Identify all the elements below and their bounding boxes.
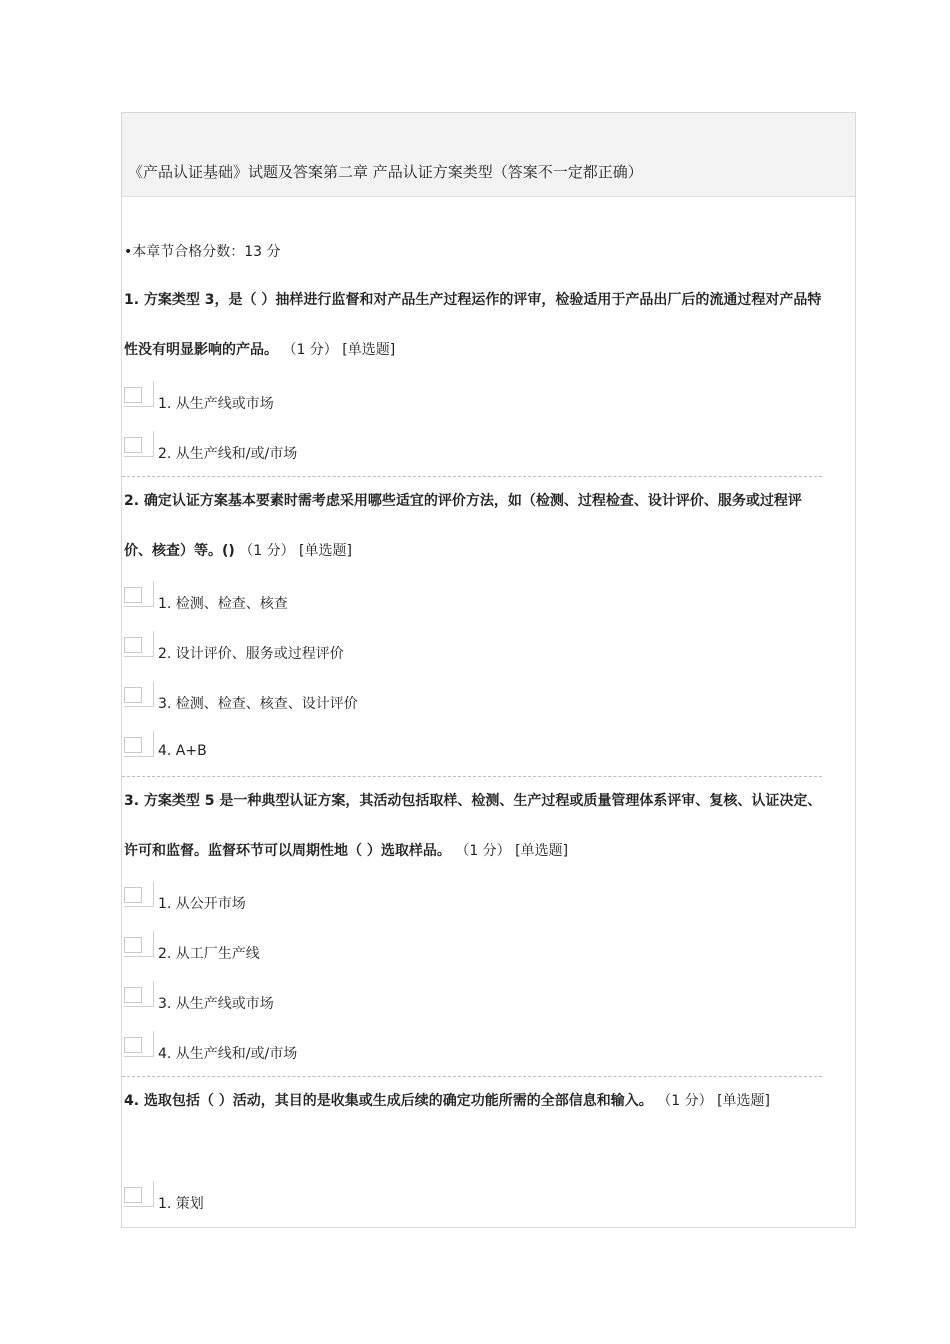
option-checkbox[interactable] xyxy=(124,1181,154,1207)
question-2 xyxy=(124,476,824,576)
option-3-4[interactable] xyxy=(124,1031,844,1061)
question-meta: （1 分） [单选题] xyxy=(282,342,396,358)
option-checkbox[interactable] xyxy=(124,381,154,407)
question-meta: （1 分） [单选题] xyxy=(657,1093,770,1109)
option-2-2[interactable] xyxy=(124,631,844,661)
option-3-2[interactable] xyxy=(124,931,844,961)
option-label: 1. 策划 xyxy=(158,1196,204,1212)
option-2-3[interactable] xyxy=(124,681,844,711)
option-label: 4. A+B xyxy=(158,743,207,759)
option-label: 3. 从生产线或市场 xyxy=(158,996,274,1012)
question-meta: （1 分） [单选题] xyxy=(455,843,569,859)
question-1 xyxy=(124,275,824,375)
option-label: 1. 从公开市场 xyxy=(158,896,246,912)
question-text: 2. 确定认证方案基本要素时需考虑采用哪些适宜的评价方法，如（检测、过程检查、设计评价、服务或过程评价、核查）等。() xyxy=(124,493,802,559)
option-3-1[interactable] xyxy=(124,881,844,911)
option-checkbox[interactable] xyxy=(124,981,154,1007)
option-4-1[interactable] xyxy=(124,1181,844,1211)
option-2-4[interactable] xyxy=(124,731,844,761)
document-title: 《产品认证基础》试题及答案第二章 产品认证方案类型（答案不一定都正确） xyxy=(128,163,643,181)
option-label: 2. 从生产线和/或/市场 xyxy=(158,446,298,462)
option-label: 1. 检测、检查、核查 xyxy=(158,596,288,612)
question-4 xyxy=(124,1076,824,1126)
option-3-3[interactable] xyxy=(124,981,844,1011)
question-meta: （1 分） [单选题] xyxy=(239,543,352,559)
question-text: 3. 方案类型 5 是一种典型认证方案，其活动包括取样、检测、生产过程或质量管理体系评审、复核、认证决定、许可和监督。监督环节可以周期性地（ ）选取样品。 xyxy=(124,793,822,859)
option-checkbox[interactable] xyxy=(124,581,154,607)
option-label: 2. 从工厂生产线 xyxy=(158,946,260,962)
option-checkbox[interactable] xyxy=(124,731,154,757)
question-3 xyxy=(124,776,824,876)
option-1-2[interactable] xyxy=(124,431,844,461)
option-checkbox[interactable] xyxy=(124,1031,154,1057)
option-label: 4. 从生产线和/或/市场 xyxy=(158,1046,298,1062)
option-checkbox[interactable] xyxy=(124,631,154,657)
pass-score: •本章节合格分数：13 分 xyxy=(124,244,281,260)
document-frame xyxy=(121,112,856,1228)
question-text: 1. 方案类型 3，是（ ）抽样进行监督和对产品生产过程运作的评审，检验适用于产品出厂后的流通过程对产品特性没有明显影响的产品。 xyxy=(124,292,822,358)
option-label: 2. 设计评价、服务或过程评价 xyxy=(158,646,344,662)
option-2-1[interactable] xyxy=(124,581,844,611)
option-1-1[interactable] xyxy=(124,381,844,411)
option-label: 1. 从生产线或市场 xyxy=(158,396,274,412)
question-text: 4. 选取包括（ ）活动，其目的是收集或生成后续的确定功能所需的全部信息和输入。 xyxy=(124,1093,653,1109)
option-checkbox[interactable] xyxy=(124,881,154,907)
document-header xyxy=(122,113,855,197)
option-label: 3. 检测、检查、核查、设计评价 xyxy=(158,696,358,712)
option-checkbox[interactable] xyxy=(124,681,154,707)
option-checkbox[interactable] xyxy=(124,431,154,457)
option-checkbox[interactable] xyxy=(124,931,154,957)
